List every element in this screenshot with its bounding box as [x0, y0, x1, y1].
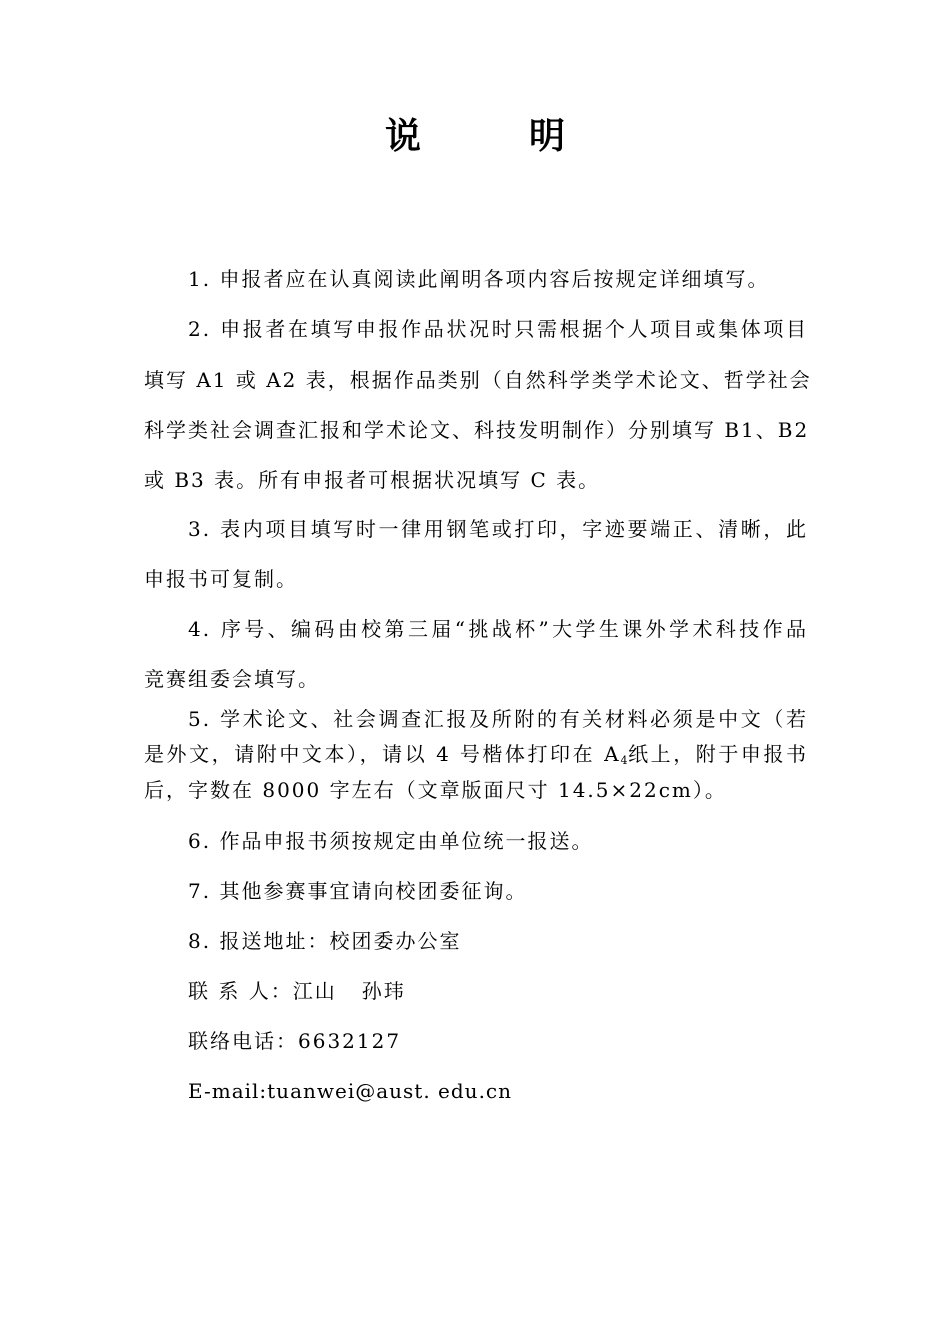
item-5-line-3: 后，字数在 8000 字左右（文章版面尺寸 14.5×22cm）。 [144, 778, 727, 802]
item-2-line-3: 科学类社会调查汇报和学术论文、科技发明制作）分别填写 B1、B2 [144, 418, 810, 442]
item-3-line-2: 申报书可复制。 [144, 567, 298, 591]
item-4-line-2: 竞赛组委会填写。 [144, 667, 320, 691]
item-8: 8. 报送地址：校团委办公室 [188, 929, 462, 953]
title-char-2: 明 [529, 115, 566, 157]
item-3-line-1: 3. 表内项目填写时一律用钢笔或打印，字迹要端正、清晰，此 [188, 517, 808, 541]
contact-person: 联 系 人：江山 孙玮 [188, 979, 406, 1003]
item-1: 1. 申报者应在认真阅读此阐明各项内容后按规定详细填写。 [188, 267, 770, 291]
item-5-line-2 [144, 740, 808, 775]
a4-subscript: 4 [620, 754, 628, 767]
contact-phone: 联络电话：6632127 [188, 1029, 402, 1053]
item-4-line-1: 4. 序号、编码由校第三届“挑战杯”大学生课外学术科技作品 [188, 617, 808, 641]
title-char-1: 说 [384, 115, 421, 157]
item-6: 6. 作品申报书须按规定由单位统一报送。 [188, 829, 594, 853]
contact-email: E-mail:tuanwei@aust. edu.cn [188, 1079, 513, 1103]
item-7: 7. 其他参赛事宜请向校团委征询。 [188, 879, 528, 903]
page-title [0, 112, 950, 160]
item-5-line-1: 5. 学术论文、社会调查汇报及所附的有关材料必须是中文（若 [188, 707, 808, 731]
item-5-line-2-part-a: 是外文，请附中文本），请以 4 号楷体打印在 A [144, 742, 621, 766]
item-2-line-1: 2. 申报者在填写申报作品状况时只需根据个人项目或集体项目 [188, 317, 808, 341]
item-5-line-2-part-b: 纸上，附于申报书 [627, 742, 808, 766]
item-2-line-2: 填写 A1 或 A2 表，根据作品类别（自然科学类学术论文、哲学社会 [144, 368, 812, 392]
item-2-line-4: 或 B3 表。所有申报者可根据状况填写 C 表。 [144, 468, 601, 492]
